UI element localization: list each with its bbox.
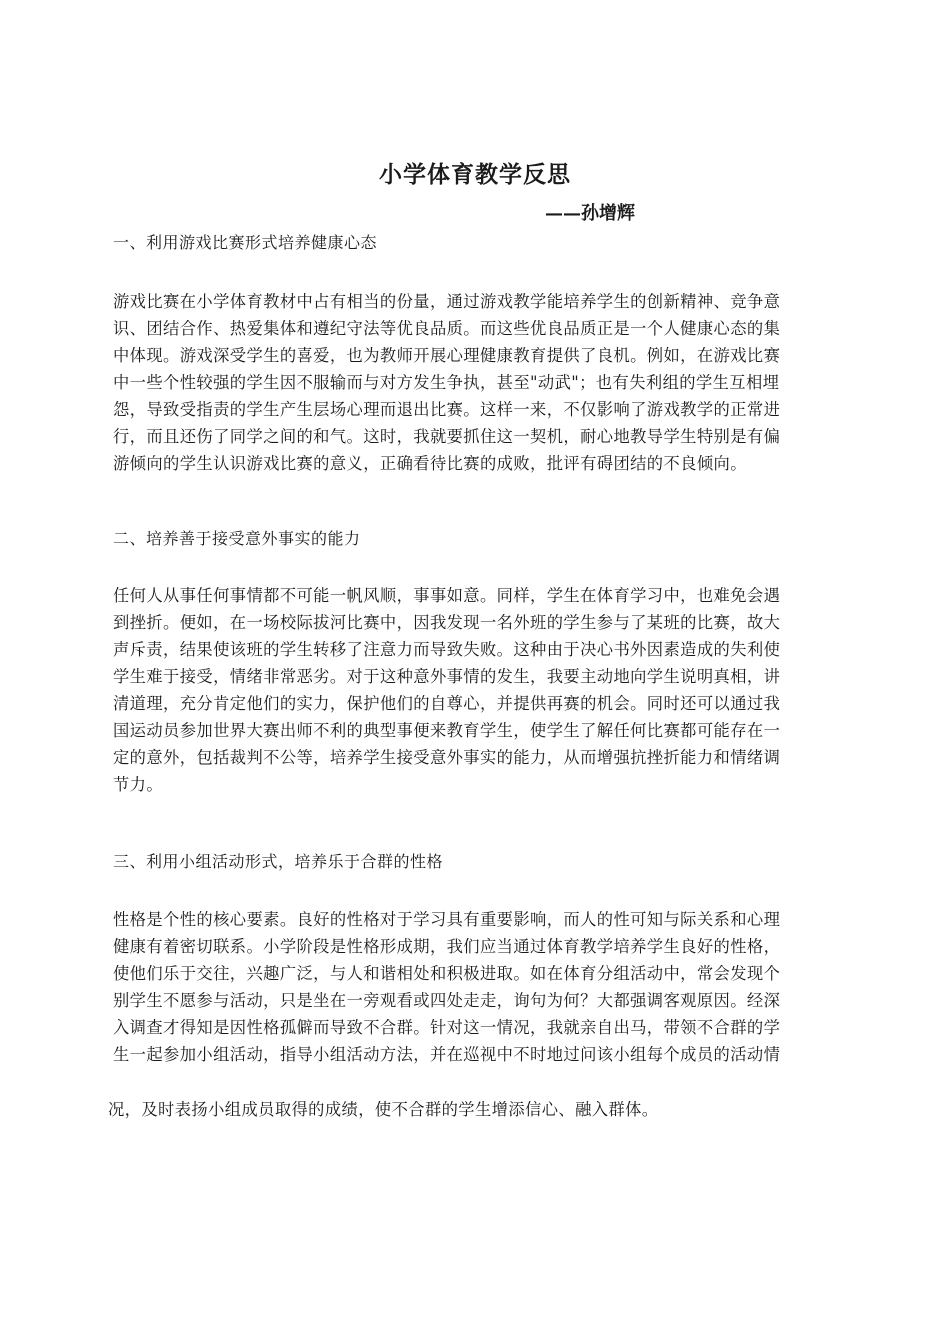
paragraph-line: 游戏比赛在小学体育教材中占有相当的份量，通过游戏教学能培养学生的创新精神、竞争意 bbox=[113, 292, 781, 311]
paragraph-line: 节力。 bbox=[113, 775, 164, 794]
paragraph-line: 生一起参加小组活动，指导小组活动方法，并在巡视中不时地过问该小组每个成员的活动情 bbox=[113, 1045, 781, 1064]
closing-line bbox=[108, 1096, 840, 1123]
paragraph-line: 游倾向的学生认识游戏比赛的意义，正确看待比赛的成败，批评有碍团结的不良倾向。 bbox=[113, 454, 747, 473]
paragraph-line: 中体现。游戏深受学生的喜爱，也为教师开展心理健康教育提供了良机。例如，在游戏比赛 bbox=[113, 346, 781, 365]
paragraph-line: 健康有着密切联系。小学阶段是性格形成期，我们应当通过体育教学培养学生良好的性格， bbox=[113, 937, 781, 956]
document-title: 小学体育教学反思 bbox=[379, 161, 571, 188]
paragraph-line: 行，而且还伤了同学之间的和气。这时，我就要抓住这一契机，耐心地教导学生特别是有偏 bbox=[113, 427, 781, 446]
paragraph-line: 学生难于接受，情绪非常恶劣。对于这种意外事情的发生，我要主动地向学生说明真相，讲 bbox=[113, 667, 781, 686]
paragraph-line: 到挫折。便如，在一场校际拔河比赛中，因我发现一名外班的学生参与了某班的比赛，故大 bbox=[113, 613, 781, 632]
paragraph-line: 入调查才得知是因性格孤僻而导致不合群。针对这一情况，我就亲自出马，带领不合群的学 bbox=[113, 1018, 781, 1037]
section-3-paragraph bbox=[113, 906, 845, 1068]
paragraph-line: 性格是个性的核心要素。良好的性格对于学习具有重要影响，而人的性可知与际关系和心理 bbox=[113, 910, 781, 929]
document-author: ——孙增辉 bbox=[545, 203, 635, 224]
paragraph-line: 中一些个性较强的学生因不服输而与对方发生争执，甚至"动武"；也有失利组的学生互相埋 bbox=[113, 373, 780, 392]
section-3-heading: 三、利用小组活动形式，培养乐于合群的性格 bbox=[113, 852, 444, 871]
paragraph-line: 声斥责，结果使该班的学生转移了注意力而导致失败。这种由于决心书外因素造成的失利使 bbox=[113, 640, 781, 659]
section-1-paragraph bbox=[113, 288, 845, 477]
paragraph-line: 定的意外，包括裁判不公等，培养学生接受意外事实的能力，从而增强抗挫折能力和情绪调 bbox=[113, 748, 781, 767]
paragraph-line: 任何人从事任何事情都不可能一帆风顺，事事如意。同样，学生在体育学习中，也难免会遇 bbox=[113, 586, 781, 605]
paragraph-line: 况，及时表扬小组成员取得的成绩，使不合群的学生增添信心、融入群体。 bbox=[108, 1100, 659, 1119]
paragraph-line: 清道理，充分肯定他们的实力，保护他们的自尊心，并提供再赛的机会。同时还可以通过我 bbox=[113, 694, 781, 713]
paragraph-line: 国运动员参加世界大赛出师不利的典型事便来教育学生，使学生了解任何比赛都可能存在一 bbox=[113, 721, 781, 740]
section-2-paragraph bbox=[113, 582, 845, 798]
paragraph-line: 识、团结合作、热爱集体和遵纪守法等优良品质。而这些优良品质正是一个人健康心态的集 bbox=[113, 319, 781, 338]
section-1-heading: 一、利用游戏比赛形式培养健康心态 bbox=[113, 233, 378, 252]
paragraph-line: 怨，导致受指责的学生产生层场心理而退出比赛。这样一来，不仅影响了游戏教学的正常进 bbox=[113, 400, 781, 419]
section-2-heading: 二、培养善于接受意外事实的能力 bbox=[113, 529, 361, 548]
paragraph-line: 使他们乐于交往，兴趣广泛，与人和谐相处和积极进取。如在体育分组活动中，常会发现个 bbox=[113, 964, 781, 983]
paragraph-line: 别学生不愿参与活动，只是坐在一旁观看或四处走走，询句为何？大都强调客观原因。经深 bbox=[113, 991, 781, 1010]
